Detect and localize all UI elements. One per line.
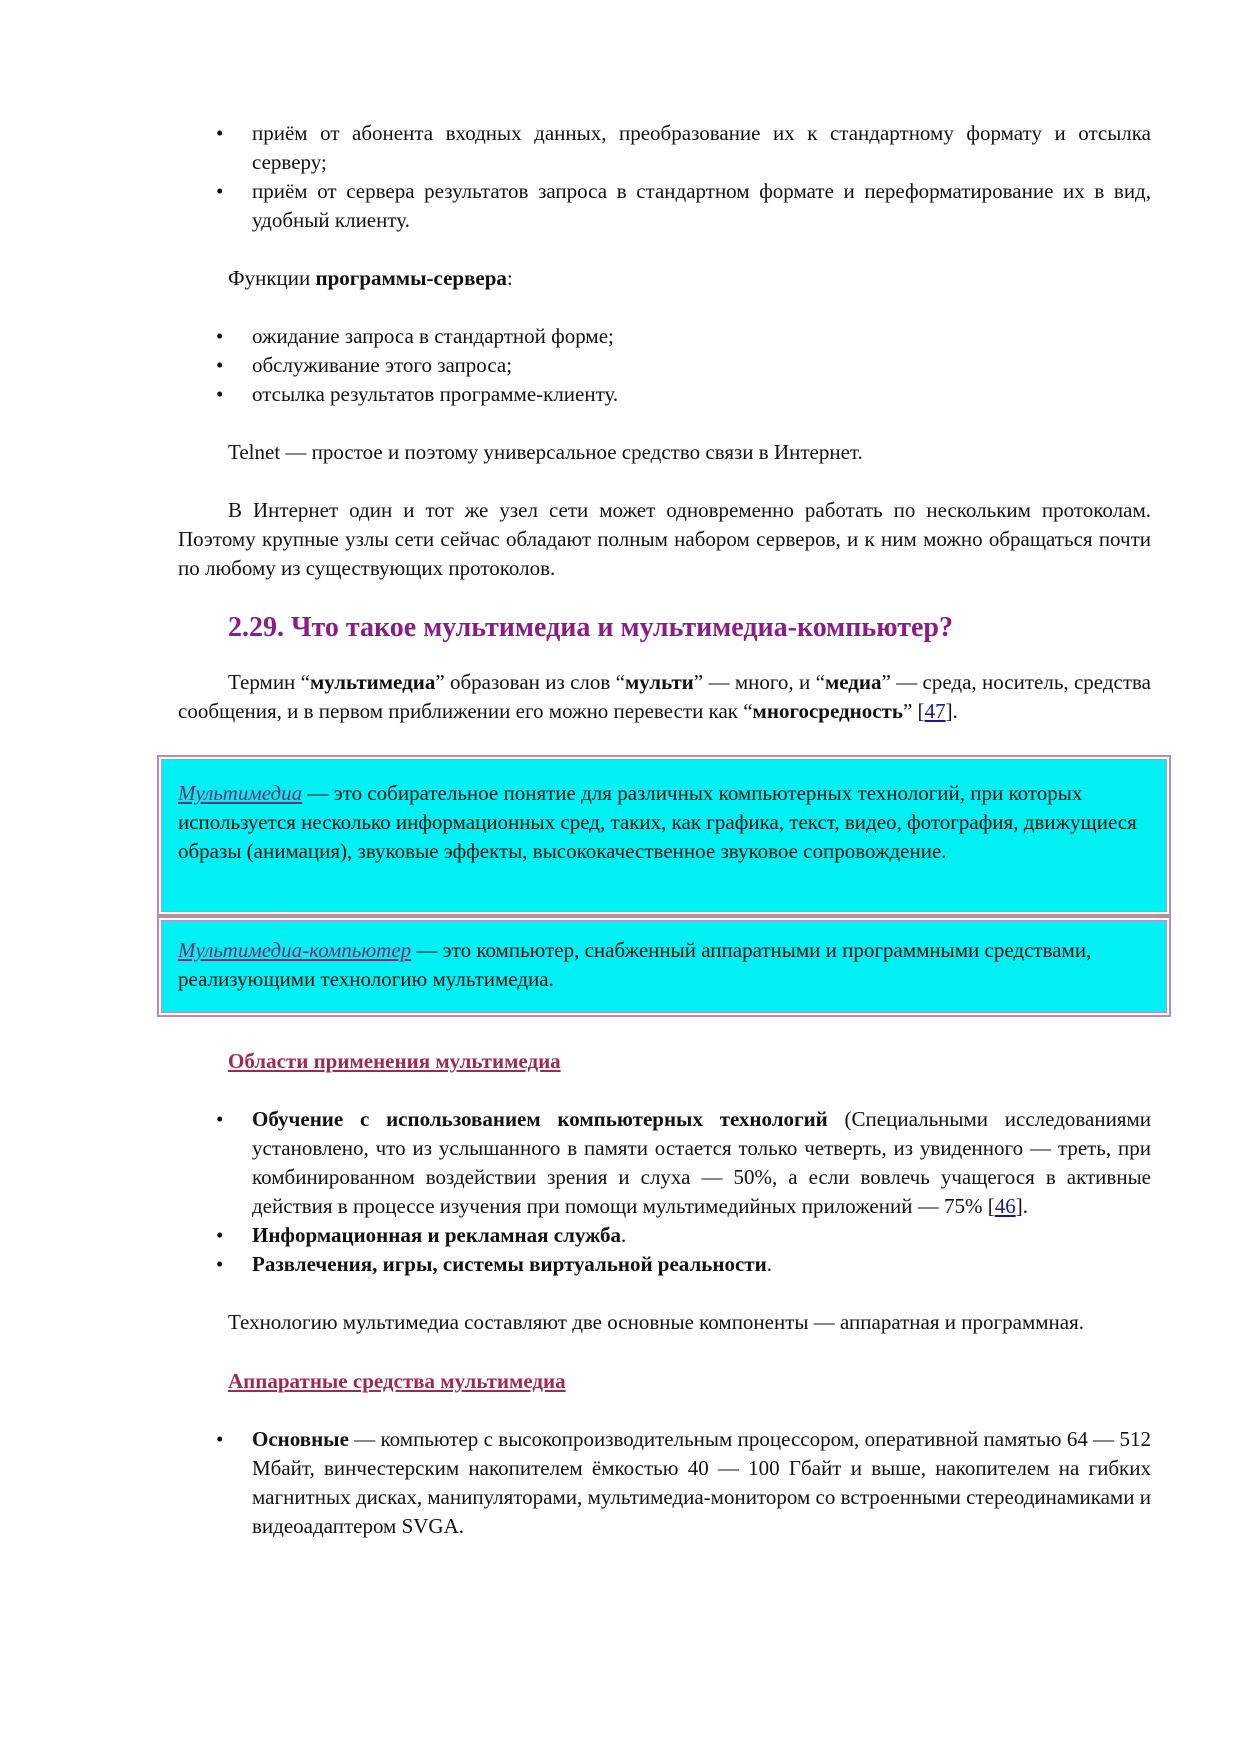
- client-functions-list: [178, 119, 1151, 235]
- bullet-icon: •: [216, 1427, 224, 1451]
- definition-text: — это компьютер, снабженный аппаратными и программными средствами, реализующими технологию мультимедиа.: [178, 938, 1092, 991]
- section-heading: 2.29. Что такое мультимедиа и мультимедиа-компьютер?: [228, 612, 953, 643]
- definition-term: Мультимедиа: [178, 781, 303, 805]
- list-item: • Обучение с использованием компьютерных технологий (Специальными исследованиями установлено, что из услышанного в памяти остается только четверть, из увиденного — треть, при комбинированном воздействии зрения и слуха — 50%, а если вовлечь учащегося в активные действия в процессе изучения при помощи мультимедийных приложений — 75% [46].: [216, 1107, 1152, 1218]
- hardware-list: [178, 1425, 1151, 1541]
- list-item: • обслуживание этого запроса;: [178, 351, 1151, 380]
- telnet-paragraph: Telnet — простое и поэтому универсальное средство связи в Интернет.: [228, 440, 863, 464]
- list-item: • приём от абонента входных данных, преобразование их к стандартному формату и отсылка серверу;: [216, 121, 1151, 174]
- list-item: • Информационная и рекламная служба.: [178, 1221, 1151, 1250]
- definition-text: — это собирательное понятие для различных компьютерных технологий, при которых используется несколько информационных сред, таких, как графика, текст, видео, фотография, движущиеся образы (анимация), звуковые эффекты, высококачественное звуковое сопровождение.: [178, 781, 1137, 863]
- applications-heading: Области применения мультимедиа: [228, 1049, 561, 1073]
- bullet-icon: •: [216, 179, 224, 203]
- term-paragraph: Термин “мультимедиа” образован из слов “мульти” — много, и “медиа” — среда, носитель, средства сообщения, и в первом приближении его можно перевести как “многосредность” [47].: [178, 670, 1151, 723]
- hardware-heading: Аппаратные средства мультимедиа: [228, 1369, 566, 1393]
- bullet-icon: •: [216, 324, 224, 348]
- definition-term: Мультимедиа-компьютер: [178, 938, 412, 962]
- definition-box-multimedia: [157, 755, 1171, 916]
- bullet-icon: •: [216, 353, 224, 377]
- server-functions-list: [178, 322, 1151, 409]
- applications-list: [178, 1105, 1151, 1279]
- list-item: • отсылка результатов программе-клиенту.: [178, 380, 1151, 409]
- list-item: • приём от сервера результатов запроса в стандартном формате и переформатирование их в вид, удобный клиенту.: [216, 179, 1151, 232]
- bullet-icon: •: [216, 382, 224, 406]
- server-functions-intro: Функции программы-сервера:: [228, 266, 513, 290]
- list-item: • ожидание запроса в стандартной форме;: [178, 322, 1151, 351]
- reference-link-46[interactable]: 46: [994, 1194, 1016, 1218]
- list-item: • Развлечения, игры, системы виртуальной реальности.: [178, 1250, 1151, 1279]
- reference-link-47[interactable]: 47: [924, 699, 946, 723]
- bullet-icon: •: [216, 121, 224, 145]
- bullet-icon: •: [216, 1252, 224, 1276]
- components-paragraph: Технологию мультимедиа составляют две основные компоненты — аппаратная и программная.: [228, 1310, 1084, 1334]
- protocols-paragraph: В Интернет один и тот же узел сети может одновременно работать по нескольким протоколам. Поэтому крупные узлы сети сейчас обладают полным набором серверов, и к ним можно обращаться почти по любому из существующих протоколов.: [178, 498, 1151, 580]
- bullet-icon: •: [216, 1223, 224, 1247]
- page-content: [178, 119, 1151, 1541]
- definition-box-multimedia-computer: [157, 916, 1171, 1017]
- list-item: • Основные — компьютер с высокопроизводительным процессором, оперативной памятью 64 — 512 Мбайт, винчестерским накопителем ёмкостью 40 — 100 Гбайт и выше, накопителем на гибких магнитных дисках, манипуляторами, мультимедиа-монитором со встроенными стереодинамиками и видеоадаптером SVGA.: [216, 1427, 1151, 1538]
- bullet-icon: •: [216, 1107, 224, 1131]
